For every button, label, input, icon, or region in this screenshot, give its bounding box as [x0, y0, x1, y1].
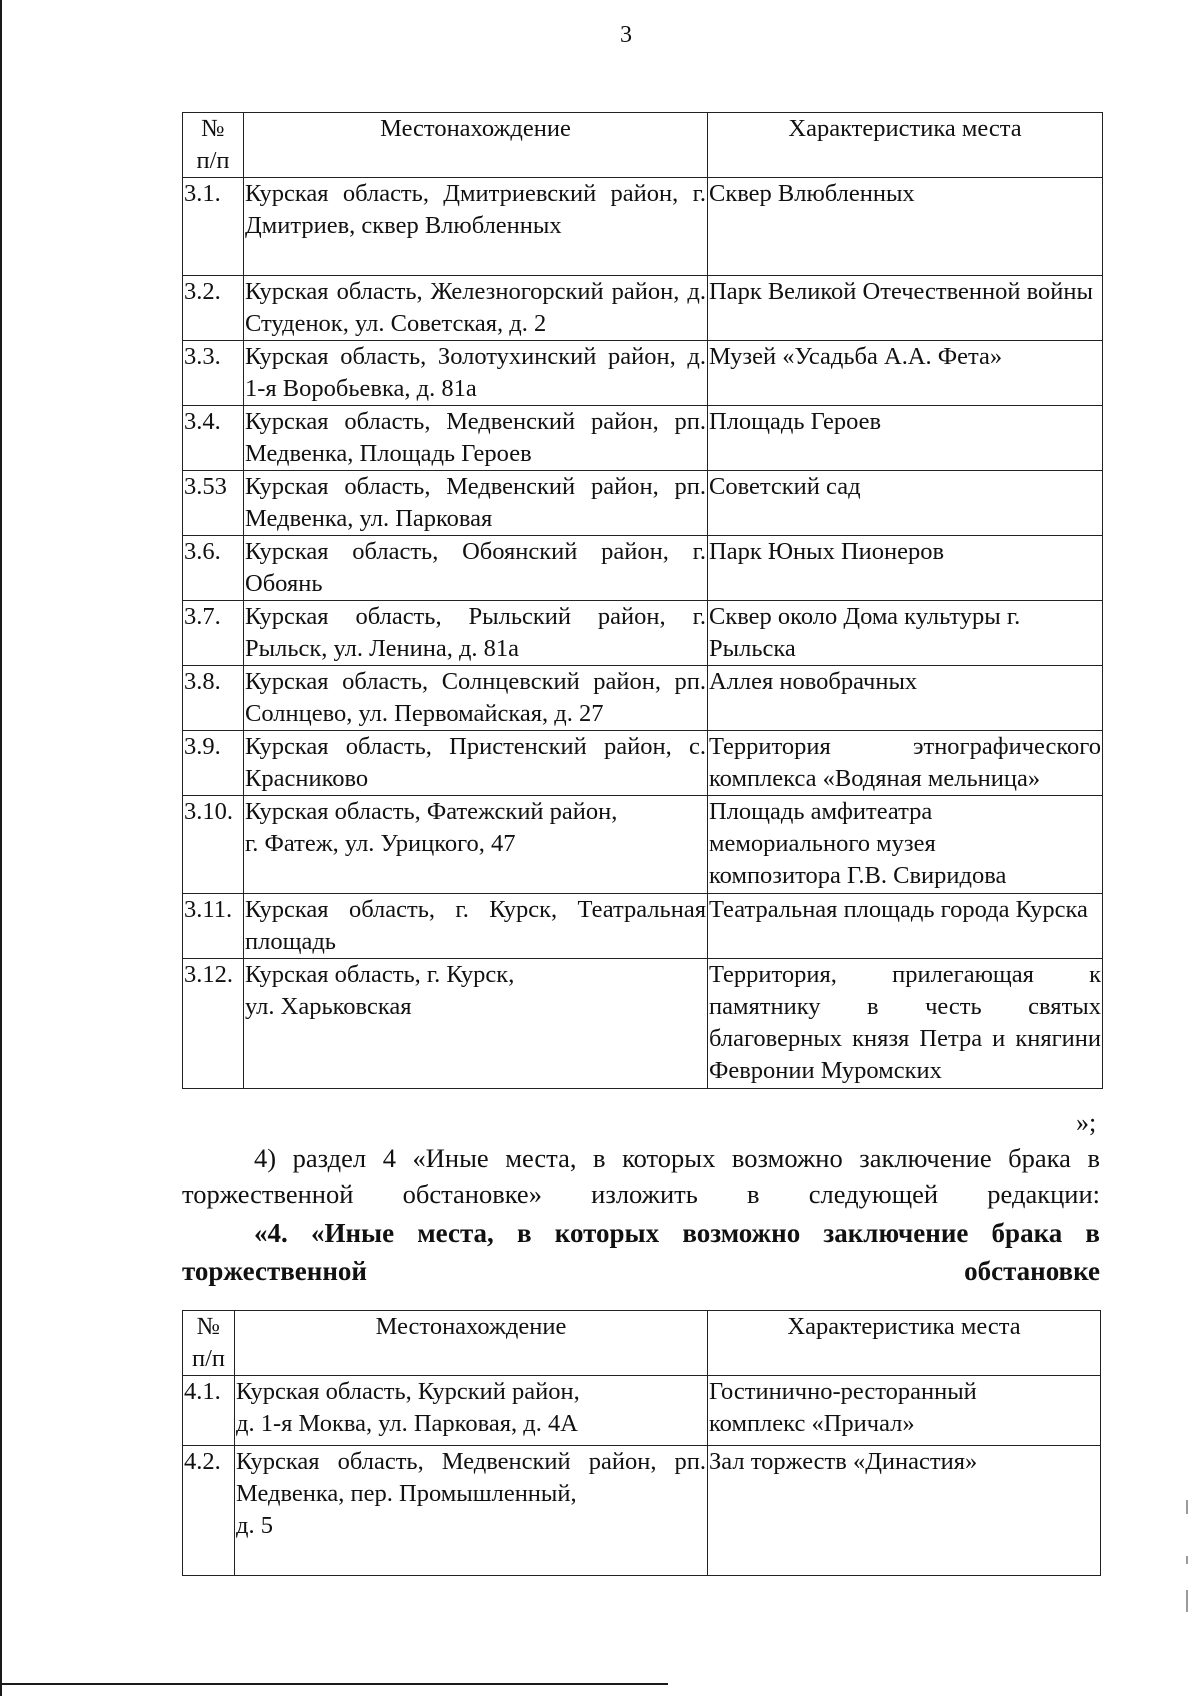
row-location: Курская область, Дмитриевский район, г. Дмитриев, сквер Влюбленных	[244, 178, 708, 276]
row-description: Зал торжеств «Династия»	[708, 1446, 1101, 1576]
row-number: 3.6.	[183, 536, 244, 601]
table-row	[183, 731, 1103, 796]
row-description: Музей «Усадьба А.А. Фета»	[708, 341, 1103, 406]
amendment-paragraph-text: 4) раздел 4 «Иные места, в которых возможно заключение брака в торжественной обстановке» изложить в следующей редакции:	[182, 1143, 1100, 1209]
row-description: Территория, прилегающая к памятнику в честь святых благоверных князя Петра и княгини Февронии Муромских	[708, 959, 1103, 1089]
row-location: Курская область, Пристенский район, с. Красниково	[244, 731, 708, 796]
row-number: 3.9.	[183, 731, 244, 796]
row-description: Площадь Героев	[708, 406, 1103, 471]
row-number: 3.11.	[183, 894, 244, 959]
scan-mark	[1186, 1556, 1188, 1564]
marriage-places-table-section-3	[182, 112, 1103, 1089]
table-row	[183, 959, 1103, 1089]
row-number: 3.53	[183, 471, 244, 536]
table-row	[183, 276, 1103, 341]
row-description: Площадь амфитеатра мемориального музея композитора Г.В. Свиридова	[708, 796, 1103, 894]
table-row	[183, 1376, 1101, 1446]
table-header-row	[183, 1311, 1101, 1376]
header-location: Местонахождение	[235, 1311, 708, 1376]
row-number: 3.4.	[183, 406, 244, 471]
row-location: Курская область, Золотухинский район, д. 1-я Воробьевка, д. 81а	[244, 341, 708, 406]
header-location: Местонахождение	[244, 113, 708, 178]
table-row	[183, 1446, 1101, 1576]
row-location: Курская область, Медвенский район, рп. Медвенка, ул. Парковая	[244, 471, 708, 536]
table-row	[183, 178, 1103, 276]
table-row	[183, 601, 1103, 666]
row-location: Курская область, Железногорский район, д. Студенок, ул. Советская, д. 2	[244, 276, 708, 341]
row-description: Территория этнографического комплекса «Водяная мельница»	[708, 731, 1103, 796]
row-location: Курская область, Обоянский район, г. Обоянь	[244, 536, 708, 601]
row-number: 3.12.	[183, 959, 244, 1089]
row-location: Курская область, Рыльский район, г. Рыльск, ул. Ленина, д. 81а	[244, 601, 708, 666]
scan-mark	[1186, 1500, 1188, 1514]
row-location: Курская область, Фатежский район, г. Фатеж, ул. Урицкого, 47	[244, 796, 708, 894]
header-description: Характеристика места	[708, 113, 1103, 178]
table-header-row	[183, 113, 1103, 178]
row-number: 4.2.	[183, 1446, 235, 1576]
page-number: 3	[620, 22, 632, 48]
amendment-paragraph	[182, 1140, 1100, 1212]
row-description: Советский сад	[708, 471, 1103, 536]
section-4-heading	[182, 1214, 1100, 1290]
closing-quote: »;	[1076, 1108, 1097, 1137]
header-description: Характеристика места	[708, 1311, 1101, 1376]
bottom-rule	[0, 1683, 668, 1685]
scan-left-edge	[0, 0, 2, 1696]
row-location: Курская область, Медвенский район, рп. Медвенка, Площадь Героев	[244, 406, 708, 471]
row-number: 3.2.	[183, 276, 244, 341]
section-4-heading-text: «4. «Иные места, в которых возможно заключение брака в торжественной обстановке	[182, 1218, 1100, 1286]
marriage-places-table-section-4	[182, 1310, 1101, 1576]
table-row	[183, 341, 1103, 406]
row-location: Курская область, Курский район, д. 1-я Моква, ул. Парковая, д. 4А	[235, 1376, 708, 1446]
table-row	[183, 536, 1103, 601]
row-number: 4.1.	[183, 1376, 235, 1446]
row-number: 3.8.	[183, 666, 244, 731]
row-description: Сквер Влюбленных	[708, 178, 1103, 276]
row-description: Сквер около Дома культуры г. Рыльска	[708, 601, 1103, 666]
row-number: 3.3.	[183, 341, 244, 406]
row-location: Курская область, г. Курск, ул. Харьковская	[244, 959, 708, 1089]
row-location: Курская область, Солнцевский район, рп. Солнцево, ул. Первомайская, д. 27	[244, 666, 708, 731]
header-number: № п/п	[183, 113, 244, 178]
row-number: 3.7.	[183, 601, 244, 666]
row-number: 3.10.	[183, 796, 244, 894]
row-description: Аллея новобрачных	[708, 666, 1103, 731]
row-description: Парк Юных Пионеров	[708, 536, 1103, 601]
header-number: № п/п	[183, 1311, 235, 1376]
table-row	[183, 796, 1103, 894]
row-number: 3.1.	[183, 178, 244, 276]
row-location: Курская область, Медвенский район, рп. Медвенка, пер. Промышленный, д. 5	[235, 1446, 708, 1576]
scan-mark	[1186, 1590, 1188, 1612]
table-row	[183, 666, 1103, 731]
row-location: Курская область, г. Курск, Театральная площадь	[244, 894, 708, 959]
table-row	[183, 894, 1103, 959]
row-description: Парк Великой Отечественной войны	[708, 276, 1103, 341]
table-row	[183, 471, 1103, 536]
row-description: Театральная площадь города Курска	[708, 894, 1103, 959]
row-description: Гостинично-ресторанный комплекс «Причал»	[708, 1376, 1101, 1446]
table-row	[183, 406, 1103, 471]
